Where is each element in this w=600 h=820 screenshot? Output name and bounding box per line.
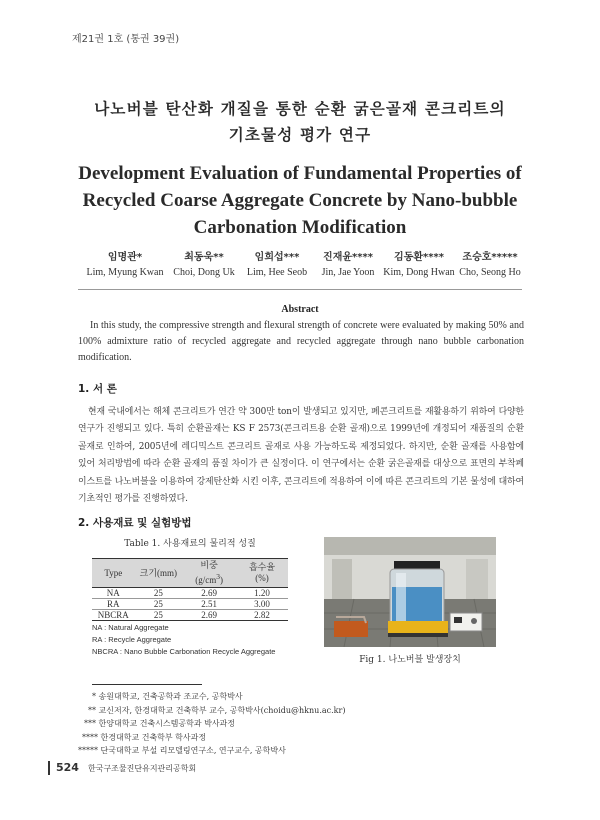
cell-type: NA — [92, 588, 135, 599]
density-label: 비중 — [200, 560, 218, 570]
journal-issue-header: 제21권 1호 (통권 39권) — [72, 34, 180, 45]
divider — [78, 289, 522, 290]
footnote: *** 한양대학교 건축시스템공학과 박사과정 — [84, 719, 236, 729]
section-2-heading: 2. 사용재료 및 실험방법 — [78, 517, 192, 529]
cell-type: NBCRA — [92, 610, 135, 621]
density-unit: (g/cm — [195, 575, 217, 585]
author-5 — [382, 248, 456, 278]
author-name-en: Jin, Jae Yoon — [321, 267, 375, 278]
author-name-en: Lim, Myung Kwan — [86, 267, 164, 278]
author-name-en: Cho, Seong Ho — [459, 267, 521, 278]
apparatus-illustration — [324, 537, 496, 647]
cell-size: 25 — [135, 599, 183, 610]
table-header-row — [92, 559, 288, 588]
author-name-ko: 진재윤**** — [323, 252, 373, 263]
section-1-body: 현재 국내에서는 해체 콘크리트가 연간 약 300만 ton이 발생되고 있지만, 폐콘크리트를 재활용하기 위하여 다양한 연구가 진행되고 있다. 특히 순환골재는 KS F 2573(콘크리트용 순환 골재)으로 1999년에 개정되어 재품질의 순환 골재로 인하여, 2005년에 레디믹스트 콘크리트 골재로 사용 가능하도록 제정되었다. 하지만, 순환 골재를 사용함에 있어 처리방법에 따라 순환 골재의 품질 차이가 큰 실정이다. 이 연구에서는 순환 굵은골재를 대상으로 표면의 부착페이스트를 나노버블을 이용하여 강제탄산화 시킨 이후, 콘크리트에 적용하여 이에 따른 콘크리트의 기본 물성에 대하여 기초적인 평가를 진행하였다. — [78, 407, 524, 505]
table-row — [92, 610, 288, 621]
cell-size: 25 — [135, 610, 183, 621]
table-note: NBCRA : Nano Bubble Carbonation Recycle Aggregate — [92, 647, 276, 656]
cell-size: 25 — [135, 588, 183, 599]
density-unit-sup: 3 — [216, 572, 220, 581]
author-name-en: Choi, Dong Uk — [173, 267, 235, 278]
footer-bar — [48, 761, 50, 775]
section-1-heading: 1. 서 론 — [78, 383, 117, 395]
author-name-en: Lim, Hee Seob — [246, 267, 308, 278]
nano-bubble-apparatus-photo — [324, 537, 496, 647]
korean-title-line1: 나노버블 탄산화 개질을 통한 순환 굵은골재 콘크리트의 — [94, 100, 506, 118]
journal-name: 한국구조물진단유지관리공학회 — [88, 764, 197, 773]
cell-density: 2.51 — [182, 599, 236, 610]
page-number: 524 — [56, 761, 79, 774]
table-row — [92, 599, 288, 610]
table-note: NA : Natural Aggregate — [92, 623, 169, 632]
figure-caption: Fig 1. 나노버블 발생장치 — [359, 655, 461, 665]
footnotes — [78, 690, 345, 758]
english-title-line2: Recycled Coarse Aggregate Concrete by Nano-bubble — [82, 190, 518, 211]
cell-type: RA — [92, 599, 135, 610]
col-density — [182, 559, 236, 588]
footnote: **** 한경대학교 건축학부 학사과정 — [82, 732, 207, 742]
col-type: Type — [92, 559, 135, 588]
author-name-ko: 김동환**** — [394, 252, 444, 263]
footnote: * 송원대학교, 건축공학과 조교수, 공학박사 — [92, 692, 243, 701]
author-name-ko: 최동욱** — [184, 252, 224, 263]
english-title-line3: Carbonation Modification — [193, 217, 407, 238]
footnote: ** 교신저자, 한경대학교 건축학부 교수, 공학박사(choidu@hknu.ac.kr) — [88, 705, 346, 715]
english-title-line1: Development Evaluation of Fundamental Properties of — [78, 163, 522, 184]
abstract-body: In this study, the compressive strength and flexural strength of concrete were evaluated by making 50% and 100% admixture ratio of recycled aggregate and recycled aggregate through nano bubble carbonation modification. — [78, 320, 524, 363]
material-properties-table — [92, 558, 288, 621]
footnote-rule — [92, 684, 202, 685]
author-name-ko: 임명관* — [107, 252, 143, 263]
cell-density: 2.69 — [182, 588, 236, 599]
author-name-ko: 임희섭*** — [254, 252, 300, 263]
author-3 — [242, 248, 312, 278]
cell-absorption: 1.20 — [236, 588, 288, 599]
abstract-heading: Abstract — [281, 304, 319, 315]
author-4 — [314, 248, 382, 278]
footnote: ***** 단국대학교 부설 리모델링연구소, 연구교수, 공학박사 — [78, 746, 286, 756]
absorption-label: 흡수율 — [248, 562, 276, 572]
author-name-ko: 조승호***** — [462, 252, 518, 263]
table-notes — [92, 622, 275, 658]
english-title — [0, 160, 600, 241]
korean-title — [0, 96, 600, 148]
cell-absorption: 2.82 — [236, 610, 288, 621]
col-size: 크기(mm) — [135, 559, 183, 588]
absorption-unit: (%) — [255, 573, 269, 583]
author-2 — [168, 248, 240, 278]
table-note: RA : Recycle Aggregate — [92, 635, 172, 644]
author-name-en: Kim, Dong Hwan — [383, 267, 455, 278]
table-row — [92, 588, 288, 599]
table-caption: Table 1. 사용재료의 물리적 성질 — [124, 539, 256, 549]
cell-absorption: 3.00 — [236, 599, 288, 610]
col-absorption — [236, 559, 288, 588]
density-unit-close: ) — [219, 575, 223, 585]
author-6 — [456, 248, 524, 278]
korean-title-line2: 기초물성 평가 연구 — [228, 126, 372, 144]
author-1 — [86, 248, 164, 278]
cell-density: 2.69 — [182, 610, 236, 621]
